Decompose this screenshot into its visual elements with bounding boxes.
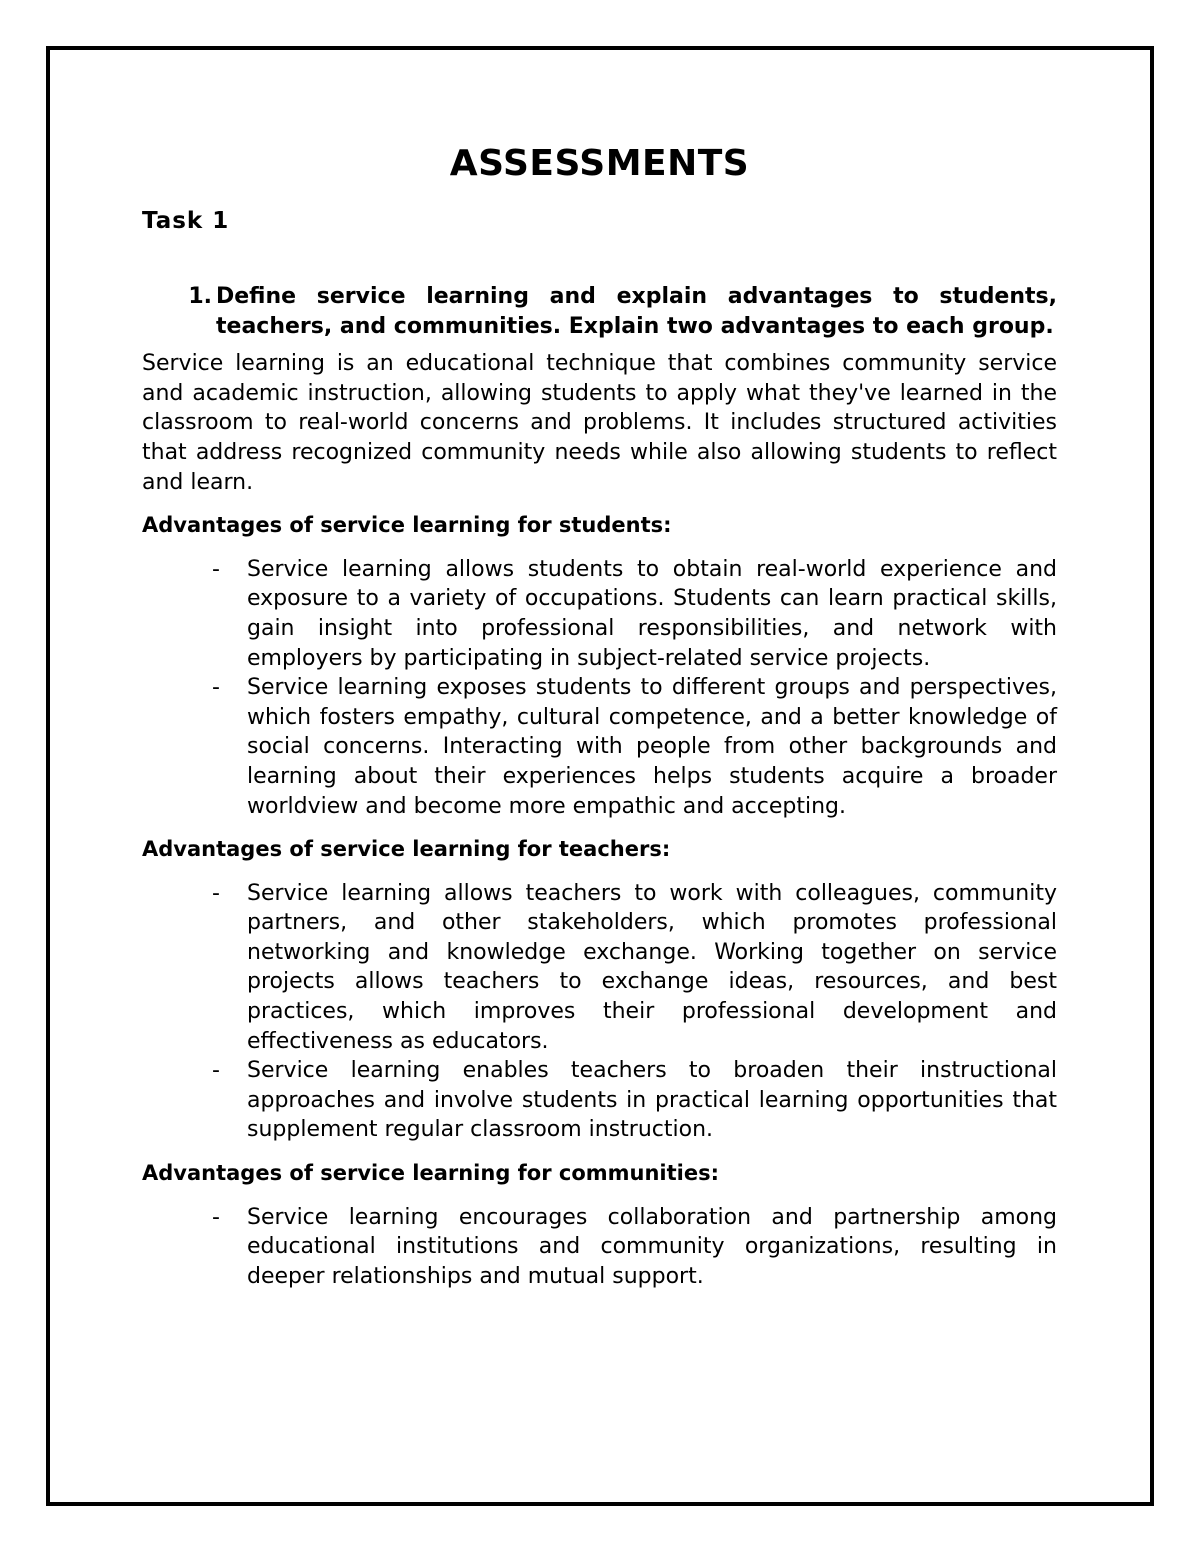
- bullet-text: Service learning enables teachers to broaden their instructional approaches and involve students in practical learning opportunities that supplement regular classroom instruction.: [247, 1058, 1057, 1143]
- task-label: Task 1: [142, 208, 230, 234]
- list-item: [142, 555, 1057, 673]
- bullet-marker: -: [212, 1204, 220, 1230]
- definition-paragraph: Service learning is an educational technique that combines community service and academic instruction, allowing students to apply what they've learned in the classroom to real-world concerns and problems. It includes structured activities that address recognized community needs while also allowing students to reflect and learn.: [142, 351, 1057, 495]
- bullet-marker: -: [212, 675, 220, 701]
- list-item: [142, 673, 1057, 821]
- list-item: [142, 879, 1057, 1057]
- document-body: [142, 140, 1057, 1291]
- question-number: 1.: [188, 284, 212, 309]
- bullet-text: Service learning exposes students to different groups and perspectives, which fosters empathy, cultural competence, and a better knowledge of social concerns. Interacting with people from other backgrounds and learning about their experiences helps students acquire a broader worldview and become more empathic and accepting.: [247, 675, 1057, 819]
- list-item: [142, 1203, 1057, 1292]
- bullet-text: Service learning allows students to obtain real-world experience and exposure to a variety of occupations. Students can learn practical skills, gain insight into professional responsibilities, and network with employers by participating in subject-related service projects.: [247, 556, 1057, 671]
- section-heading-communities: Advantages of service learning for communities:: [142, 1161, 720, 1186]
- bullet-text: Service learning allows teachers to work with colleagues, community partners, and other stakeholders, which promotes professional networking and knowledge exchange. Working together on service projects allows teachers to exchange ideas, resources, and best practices, which improves their professional development and effectiveness as educators.: [247, 880, 1057, 1054]
- bullet-list-communities: [142, 1203, 1057, 1292]
- question-item: [142, 282, 1057, 341]
- bullet-list-students: [142, 555, 1057, 821]
- question-text: Define service learning and explain advantages to students, teachers, and communities. Explain two advantages to each group.: [216, 284, 1057, 339]
- page-title: ASSESSMENTS: [449, 143, 750, 184]
- bullet-list-teachers: [142, 879, 1057, 1145]
- bullet-marker: -: [212, 1058, 220, 1084]
- list-item: [142, 1056, 1057, 1145]
- bullet-text: Service learning encourages collaboration and partnership among educational institutions and community organizations, resulting in deeper relationships and mutual support.: [247, 1204, 1057, 1289]
- section-heading-teachers: Advantages of service learning for teachers:: [142, 837, 671, 862]
- section-heading-students: Advantages of service learning for students:: [142, 513, 672, 538]
- bullet-marker: -: [212, 880, 220, 906]
- bullet-marker: -: [212, 556, 220, 582]
